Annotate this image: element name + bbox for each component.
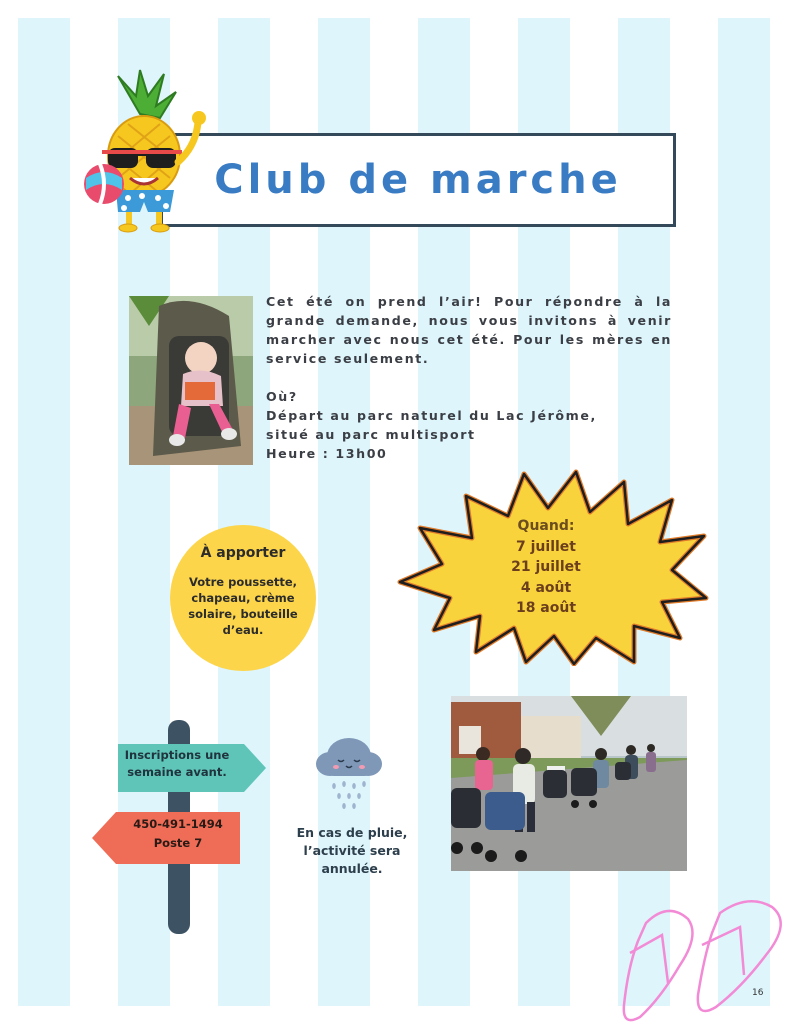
phone-sign <box>116 815 240 853</box>
pineapple-mascot-icon <box>78 66 210 234</box>
date-item: 18 août <box>515 600 577 616</box>
flip-flops-icon <box>616 895 791 1023</box>
time-text: Heure : 13h00 <box>266 446 388 461</box>
date-item: 7 juillet <box>516 538 576 555</box>
rain-note: En cas de pluie, l’activité sera annulée. <box>296 825 408 876</box>
baby-stroller-photo <box>129 296 253 465</box>
page-number: 16 <box>752 988 764 998</box>
date-item: 21 juillet <box>511 559 581 575</box>
walking-group-photo <box>451 696 687 871</box>
rain-cloud-icon <box>312 730 386 810</box>
where-line-2: situé au parc multisport <box>266 427 476 442</box>
registration-sign: Inscriptions une semaine avant. <box>124 748 230 779</box>
when-label: Quand: <box>517 518 575 534</box>
where-line-1: Départ au parc naturel du Lac Jérôme, <box>266 408 597 423</box>
page-title: Club de marche <box>214 157 622 203</box>
where-label: Où? <box>266 389 298 404</box>
phone-number: 450-491-1494 <box>133 817 223 831</box>
title-frame <box>160 133 676 227</box>
intro-paragraph: Cet été on prend l’air! Pour répondre à la grande demande, nous vous invitons à venir marcher avec nous cet été. Pour les mères en service seulement. <box>266 294 672 366</box>
bring-text: Votre poussette, chapeau, crème solaire, bouteille d’eau. <box>188 575 298 637</box>
phone-extension: Poste 7 <box>153 836 203 850</box>
bring-title: À apporter <box>200 545 286 561</box>
dates-block <box>480 516 612 619</box>
intro-text <box>266 292 672 463</box>
date-item: 4 août <box>520 579 572 596</box>
